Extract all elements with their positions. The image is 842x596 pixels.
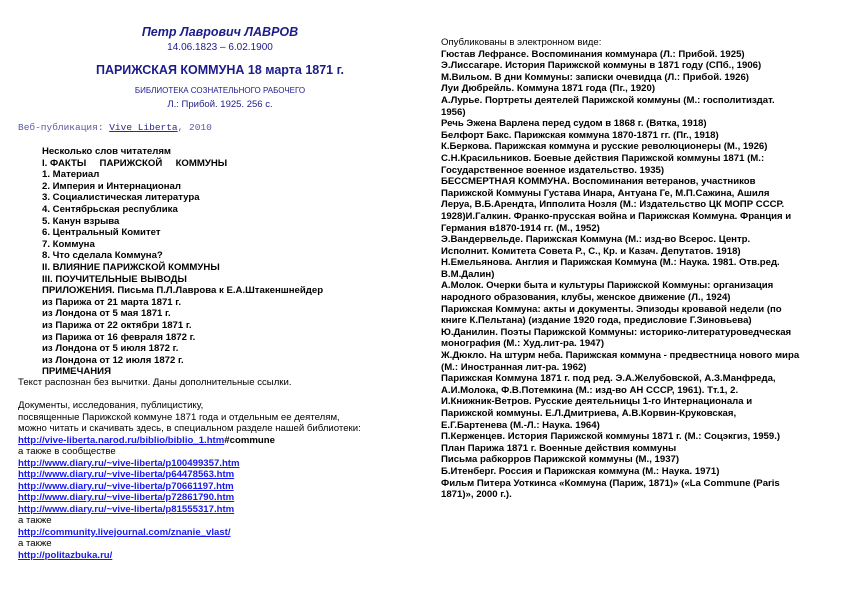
published-item-line: Э.Лиссагаре. История Парижской коммуны в 1871 году (СПб., 1906) bbox=[441, 60, 762, 72]
published-item-line: М.Вильом. В дни Коммуны: записки очевидца (Л.: Прибой. 1926) bbox=[441, 71, 749, 83]
published-item-line: Ю.Данилин. Поэты Парижской Коммуны: историко-литературоведческая bbox=[441, 326, 792, 338]
toc-item[interactable]: 1. Материал bbox=[42, 169, 100, 181]
published-list bbox=[441, 37, 841, 501]
web-publication-label: Веб-публикация: bbox=[18, 122, 110, 133]
diary-link[interactable]: http://www.diary.ru/~vive-liberta/p70661197.htm bbox=[18, 480, 234, 492]
published-item-line: 1871)», 2000 г.). bbox=[441, 489, 512, 501]
livejournal-link[interactable]: http://community.livejournal.com/znanie_vlast/ bbox=[18, 526, 231, 538]
published-item-line: И.Книжник-Ветров. Русские деятельницы 1-го Интернационала и bbox=[441, 396, 753, 408]
published-item-line: монография (М.: Худ.лит-ра. 1947) bbox=[441, 338, 605, 350]
toc-item[interactable]: ПРИМЕЧАНИЯ bbox=[42, 366, 111, 378]
published-item-line: С.Н.Красильников. Боевые действия Парижской коммуны 1871 (М.: bbox=[441, 152, 765, 164]
published-item-line: План Парижа 1871 г. Военные действия коммуны bbox=[441, 442, 677, 454]
toc-item[interactable]: 8. Что сделала Коммуна? bbox=[42, 250, 163, 262]
also-label: а также bbox=[18, 538, 52, 549]
also-label: а также bbox=[18, 515, 52, 526]
published-item-line: 1956) bbox=[441, 106, 466, 118]
toc-item[interactable]: 6. Центральный Комитет bbox=[42, 227, 161, 239]
published-item-line: В.М.Далин) bbox=[441, 268, 495, 280]
publisher-info: Л.: Прибой. 1925. 256 с. bbox=[167, 99, 273, 110]
published-item-line: (М.: Иностранная лит-ра. 1962) bbox=[441, 361, 587, 373]
web-publication bbox=[18, 122, 212, 133]
toc-item[interactable]: 5. Канун взрыва bbox=[42, 215, 120, 227]
author-name: Петр Лаврович ЛАВРОВ bbox=[141, 25, 299, 39]
web-publication-year: , 2010 bbox=[177, 122, 212, 133]
toc-item[interactable]: из Парижа от 21 марта 1871 г. bbox=[42, 296, 182, 308]
toc-item[interactable]: ПРИЛОЖЕНИЯ. Письма П.Л.Лаврова к Е.А.Штакеншнейдер bbox=[42, 285, 324, 297]
diary-link[interactable]: http://www.diary.ru/~vive-liberta/p72861790.htm bbox=[18, 492, 235, 503]
published-item-line: А.И.Молока, Ф.В.Потемкина (М.: изд-во АН СССР, 1961). Тт.1, 2. bbox=[441, 384, 739, 396]
toc-item[interactable]: Несколько слов читателям bbox=[42, 146, 172, 157]
toc-item[interactable]: из Парижа от 16 февраля 1872 г. bbox=[42, 331, 196, 343]
published-item-line: Ж.Дюкло. На штурм неба. Парижская коммуна - предвестница нового мира bbox=[441, 350, 800, 362]
book-title: ПАРИЖСКАЯ КОММУНА 18 марта 1871 г. bbox=[95, 63, 345, 77]
library-anchor: #commune bbox=[224, 434, 275, 446]
published-item-line: Парижской Коммуны Густава Инара, Антуана Ге, М.П.Сажина, Ашиля bbox=[441, 187, 770, 199]
published-item-line: 1928)И.Галкин. Франко-прусская война и Парижская Коммуна. Франция и bbox=[441, 210, 792, 222]
vive-liberta-link[interactable]: Vive Liberta bbox=[109, 122, 178, 133]
published-item-line: Фильм Питера Уоткинса «Коммуна (Париж, 1871)» («La Commune (Paris bbox=[441, 477, 780, 489]
toc-item[interactable]: II. ВЛИЯНИЕ ПАРИЖСКОЙ КОММУНЫ bbox=[42, 261, 220, 273]
diary-link[interactable]: http://www.diary.ru/~vive-liberta/p64478563.htm bbox=[18, 469, 235, 480]
published-item-line: Германия в1870-1914 гг. (М., 1952) bbox=[441, 222, 600, 234]
intro-line: Документы, исследования, публицистику, bbox=[18, 400, 204, 411]
politazbuka-link[interactable]: http://politazbuka.ru/ bbox=[18, 549, 113, 561]
intro-line: можно читать и скачивать здесь, в специальном разделе нашей библиотеки: bbox=[18, 423, 361, 434]
published-item-line: Речь Эжена Варлена перед судом в 1868 г. (Вятка, 1918) bbox=[441, 118, 707, 130]
toc-item[interactable]: 7. Коммуна bbox=[42, 238, 95, 250]
published-item-line: БЕССМЕРТНАЯ КОММУНА. Воспоминания ветеранов, участников bbox=[441, 176, 756, 188]
published-item-line: Парижской коммуны. Е.Л.Дмитриева, А.В.Корвин-Круковская, bbox=[441, 408, 737, 419]
toc-item[interactable]: III. ПОУЧИТЕЛЬНЫЕ ВЫВОДЫ bbox=[42, 273, 187, 285]
toc-item[interactable]: 4. Сентябрьская республика bbox=[42, 203, 178, 215]
published-item-line: Б.Итенберг. Россия и Парижская коммуна (М.: Наука. 1971) bbox=[441, 465, 720, 477]
community-label: а также в сообществе bbox=[18, 446, 116, 457]
toc-item[interactable]: 2. Империя и Интернационал bbox=[42, 180, 181, 192]
toc-item[interactable]: из Лондона от 5 июля 1872 г. bbox=[42, 343, 179, 355]
diary-links bbox=[18, 458, 428, 516]
published-item-line: Гюстав Лефрансе. Воспоминания коммунара (Л.: Прибой. 1925) bbox=[441, 48, 745, 60]
published-item-line: Исполнит. Комитета Совета Р., С., Кр. и Казач. Депутатов. 1918) bbox=[441, 245, 741, 257]
published-item-line: народного образования, клубы, женское движение (Л., 1924) bbox=[441, 292, 731, 304]
toc-item[interactable]: из Лондона от 12 июля 1872 г. bbox=[42, 354, 184, 366]
toc-item[interactable]: I. ФАКТЫ ПАРИЖСКОЙ КОММУНЫ bbox=[42, 157, 228, 169]
toc-item[interactable]: из Лондона от 5 мая 1871 г. bbox=[42, 308, 171, 320]
published-item-line: Парижская Коммуна 1871 г. под ред. Э.А.Желубовской, А.З.Манфреда, bbox=[441, 373, 776, 385]
published-heading: Опубликованы в электронном виде: bbox=[441, 37, 602, 48]
published-item-line: Белфорт Бакс. Парижская коммуна 1870-1871 гг. (Пг., 1918) bbox=[441, 129, 719, 141]
ocr-note: Текст распознан без вычитки. Даны дополнительные ссылки. bbox=[18, 377, 292, 388]
toc-item[interactable]: из Парижа от 22 октябри 1871 г. bbox=[42, 319, 192, 331]
published-item-line: Луи Дюбрейль. Коммуна 1871 года (Пг., 1920) bbox=[441, 83, 656, 95]
published-item-line: книге К.Пельтана) (издание 1920 года, предисловие Г.Зиновьева) bbox=[441, 315, 752, 327]
intro-line: посвященные Парижской коммуне 1871 года и отдельным ее деятелям, bbox=[18, 411, 340, 423]
published-item-line: П.Керженцев. История Парижской коммуны 1871 г. (М.: Соцэкгиз, 1959.) bbox=[441, 431, 781, 443]
published-item-line: Н.Емельянова. Англия и Парижская Коммуна (М.: Наука. 1981. Отв.ред. bbox=[441, 257, 780, 269]
published-item-line: Государственное военное издательство. 1935) bbox=[441, 164, 665, 176]
published-item-line: Леруа, В.Б.Арендта, Ипполита Нозля (М.: Издательство ЦК МОПР СССР. bbox=[441, 199, 785, 211]
published-item-line: Письма рабкорров Парижской коммуны (М., 1937) bbox=[441, 454, 680, 466]
toc-item[interactable]: 3. Социалистическая литература bbox=[42, 192, 200, 204]
published-item-line: Э.Вандервельде. Парижская Коммуна (М.: изд-во Всерос. Центр. bbox=[441, 234, 751, 246]
diary-link[interactable]: http://www.diary.ru/~vive-liberta/p81555317.htm bbox=[18, 503, 235, 515]
published-item-line: А.Молок. Очерки быта и культуры Парижской Коммуны: организация bbox=[441, 280, 774, 292]
diary-link[interactable]: http://www.diary.ru/~vive-liberta/p100499357.htm bbox=[18, 457, 240, 469]
notes-section bbox=[18, 377, 428, 561]
published-item-line: Е.Г.Бартенева (М.-Л.: Наука. 1964) bbox=[441, 419, 600, 431]
book-series: БИБЛИОТЕКА СОЗНАТЕЛЬНОГО РАБОЧЕГО bbox=[134, 86, 306, 95]
table-of-contents bbox=[42, 146, 323, 378]
published-item-line: Парижская Коммуна: акты и документы. Эпизоды кровавой недели (по bbox=[441, 303, 782, 315]
life-dates: 14.06.1823 – 6.02.1900 bbox=[167, 42, 273, 53]
library-link[interactable]: http://vive-liberta.narod.ru/biblio/biblio_1.htm bbox=[18, 434, 225, 446]
published-item-line: К.Беркова. Парижская коммуна и русские революционеры (М., 1926) bbox=[441, 141, 768, 153]
published-item-line: А.Лурье. Портреты деятелей Парижской коммуны (М.: госполитиздат. bbox=[441, 94, 775, 106]
